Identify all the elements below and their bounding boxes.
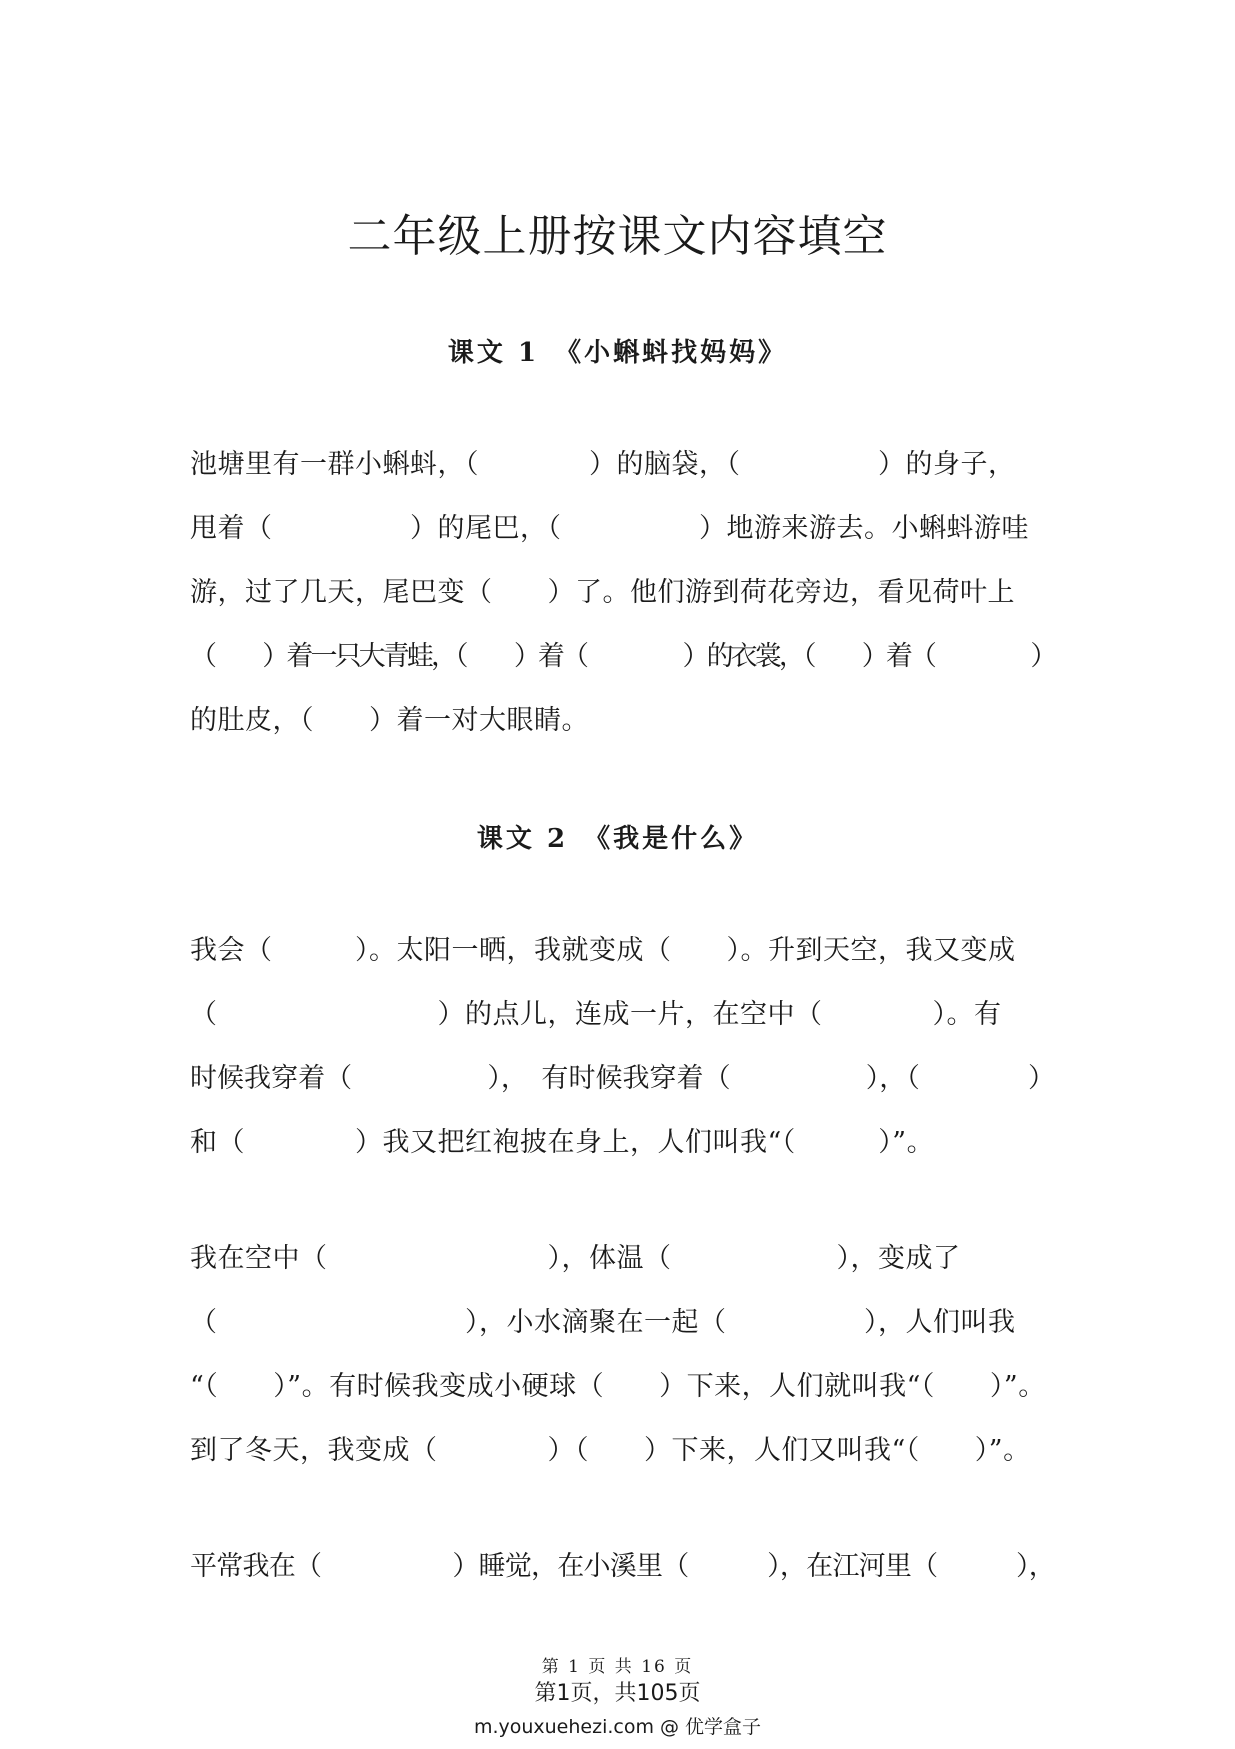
paragraph-line: 和（ ）我又把红袍披在身上，人们叫我“（ ）”。 (190, 1127, 935, 1158)
paragraph-line: 池塘里有一群小蝌蚪，（ ）的脑袋，（ ）的身子， (190, 449, 1016, 480)
paragraph-line: 甩着（ ）的尾巴，（ ）地游来游去。小蝌蚪游哇 (190, 513, 1029, 544)
paragraph-line: “（ ）”。有时候我变成小硬球（ ）下来，人们就叫我“（ ）”。 (190, 1371, 1046, 1402)
paragraph-line: 平常我在（ ）睡觉，在小溪里（ ），在江河里（ ）， (190, 1551, 1055, 1582)
paragraph-line: （ ），小水滴聚在一起（ ），人们叫我 (190, 1307, 1016, 1338)
section-heading-lesson-1: 课文 1 《小蝌蚪找妈妈》 (447, 338, 788, 368)
paragraph-line: 游，过了几天，尾巴变（ ）了。他们游到荷花旁边，看见荷叶上 (190, 577, 1015, 608)
section-heading-lesson-2: 课文 2 《我是什么》 (476, 824, 759, 854)
page-title: 二年级上册按课文内容填空 (347, 211, 888, 262)
page-number-total: 第1页，共105页 (534, 1681, 701, 1706)
watermark-text: m.youxuehezi.com @ 优学盒子 (473, 1716, 762, 1738)
paragraph-line: （ ）着一只大青蛙，（ ）着（ ）的衣裳，（ ）着（ ） (190, 641, 1055, 672)
paragraph-line: 时候我穿着（ ）， 有时候我穿着（ ），（ ） (190, 1063, 1055, 1094)
paragraph-line: 我会（ ）。太阳一晒，我就变成（ ）。升到天空，我又变成 (190, 935, 1016, 966)
page-number-inner: 第 1 页 共 16 页 (541, 1657, 694, 1677)
paragraph-line: 到了冬天，我变成（ ）（ ）下来，人们又叫我“（ ）”。 (190, 1435, 1031, 1466)
paragraph-line: 的肚皮，（ ）着一对大眼睛。 (190, 705, 589, 736)
paragraph-line: （ ）的点儿，连成一片，在空中（ ）。有 (190, 999, 1002, 1030)
paragraph-line: 我在空中（ ），体温（ ），变成了 (190, 1243, 961, 1274)
